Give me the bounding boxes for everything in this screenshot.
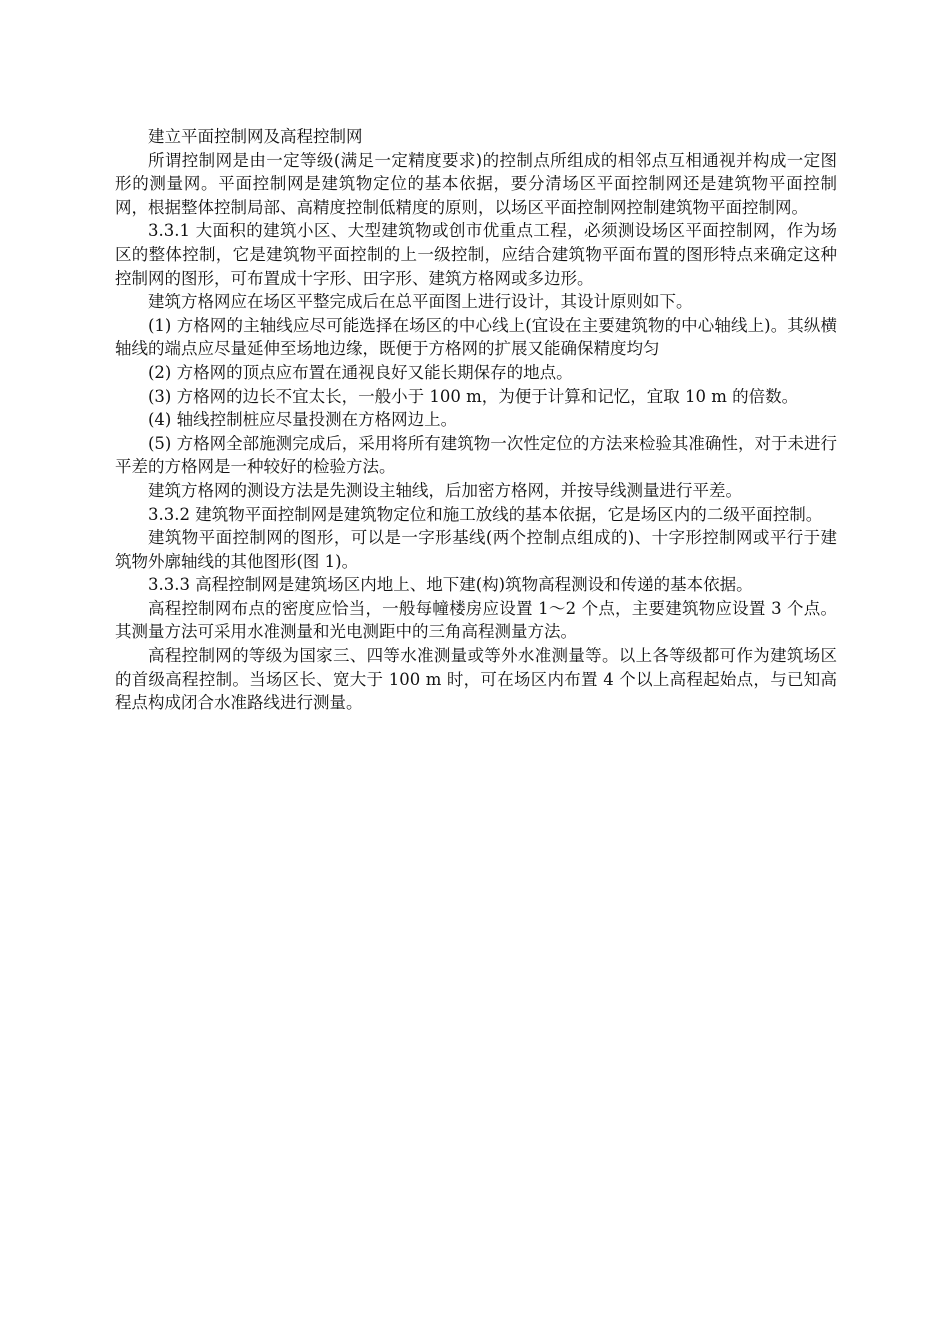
list-item-1: (1) 方格网的主轴线应尽可能选择在场区的中心线上(宜设在主要建筑物的中心轴线上)。其纵横轴线的端点应尽量延伸至场地边缘，既便于方格网的扩展又能确保精度均匀	[115, 315, 837, 359]
section-heading: 建立平面控制网及高程控制网	[148, 127, 363, 146]
list-item-5: (5) 方格网全部施测完成后，采用将所有建筑物一次性定位的方法来检验其准确性，对于未进行平差的方格网是一种较好的检验方法。	[115, 433, 837, 477]
document-body	[115, 125, 837, 715]
list-item-4: (4) 轴线控制桩应尽量投测在方格网边上。	[148, 410, 458, 430]
paragraph-3-3-2: 3.3.2 建筑物平面控制网是建筑物定位和施工放线的基本依据，它是场区内的二级平面控制。	[148, 504, 823, 524]
paragraph-3-3-1: 3.3.1 大面积的建筑小区、大型建筑物或创市优重点工程，必须测设场区平面控制网，作为场区的整体控制，它是建筑物平面控制的上一级控制，应结合建筑物平面布置的图形特点来确定这种控制网的图形，可布置成十字形、田字形、建筑方格网或多边形。	[115, 221, 837, 288]
paragraph-3-3-3: 3.3.3 高程控制网是建筑场区内地上、地下建(构)筑物高程测设和传递的基本依据。	[148, 575, 753, 595]
paragraph-building-network-shapes: 建筑物平面控制网的图形，可以是一字形基线(两个控制点组成的)、十字形控制网或平行于建筑物外廓轴线的其他图形(图 1)。	[115, 528, 837, 571]
paragraph-grid-design-principles: 建筑方格网应在场区平整完成后在总平面图上进行设计，其设计原则如下。	[148, 292, 693, 312]
list-item-3: (3) 方格网的边长不宜太长，一般小于 100 m，为便于计算和记忆，宜取 10 m 的倍数。	[148, 386, 799, 406]
paragraph-grid-survey-method: 建筑方格网的测设方法是先测设主轴线，后加密方格网，并按导线测量进行平差。	[148, 480, 742, 500]
paragraph-elevation-grades: 高程控制网的等级为国家三、四等水准测量或等外水准测量等。以上各等级都可作为建筑场区的首级高程控制。当场区长、宽大于 100 m 时，可在场区内布置 4 个以上高程起始点，与已知高程点构成闭合水准路线进行测量。	[115, 646, 837, 713]
paragraph-control-network-definition: 所谓控制网是由一定等级(满足一定精度要求)的控制点所组成的相邻点互相通视并构成一定图形的测量网。平面控制网是建筑物定位的基本依据，要分清场区平面控制网还是建筑物平面控制网，根据整体控制局部、高精度控制低精度的原则，以场区平面控制网控制建筑物平面控制网。	[115, 150, 837, 217]
list-item-2: (2) 方格网的顶点应布置在通视良好又能长期保存的地点。	[148, 362, 573, 382]
paragraph-elevation-point-density: 高程控制网布点的密度应恰当，一般每幢楼房应设置 1～2 个点，主要建筑物应设置 3 个点。其测量方法可采用水准测量和光电测距中的三角高程测量方法。	[115, 598, 837, 642]
